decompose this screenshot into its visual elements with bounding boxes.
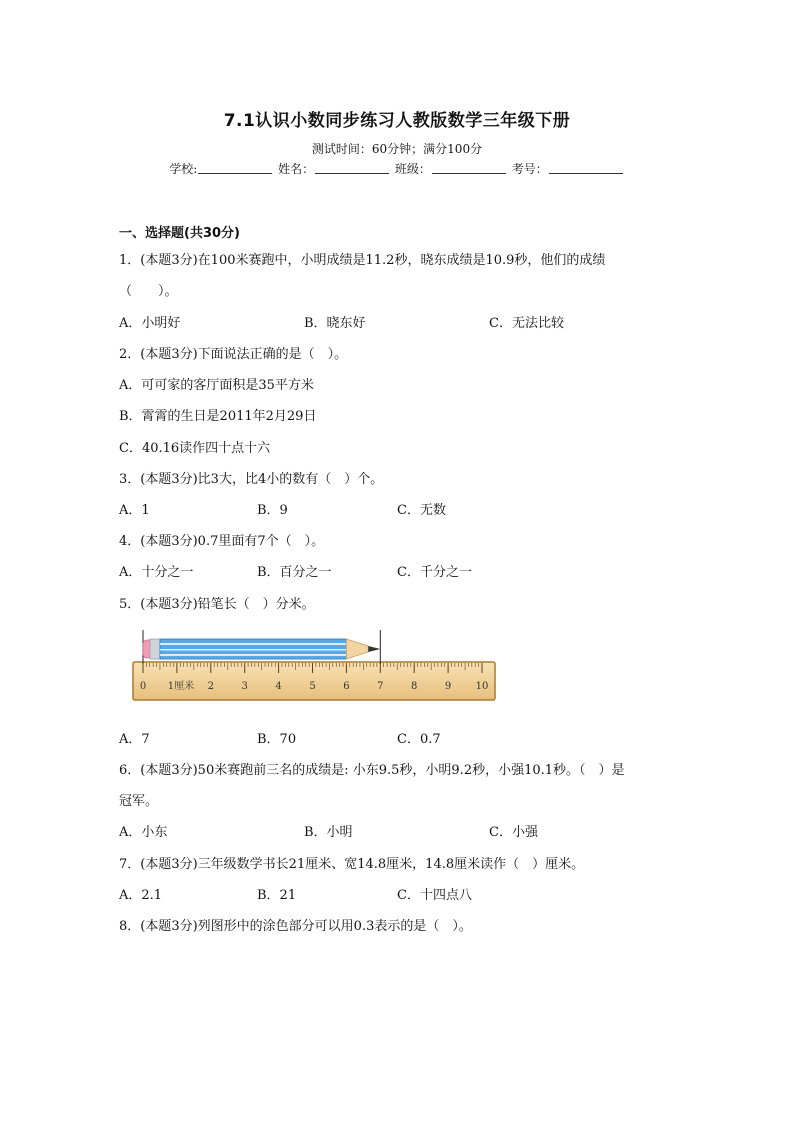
question-3-option-a[interactable]: A．1 [119, 503, 150, 518]
ruler-label: 2 [207, 681, 214, 692]
question-1-option-c[interactable]: C．无法比较 [489, 316, 564, 331]
question-7-stem: 7．(本题3分)三年级数学书长21厘米、宽14.8厘米，14.8厘米读作（ ）厘米。 [119, 857, 585, 872]
question-5-option-a[interactable]: A．7 [119, 732, 150, 747]
school-label: 学校: [169, 162, 198, 176]
question-7-option-b[interactable]: B．21 [257, 888, 297, 903]
question-6-stem: 6．(本题3分)50米赛跑前三名的成绩是: 小东9.5秒，小明9.2秒，小强10.1秒。（ ）是 [119, 763, 625, 778]
student-info-fields [0, 160, 794, 177]
pencil-lead [368, 646, 380, 652]
pencil-ruler-illustration [130, 630, 500, 706]
school-field[interactable] [198, 161, 272, 174]
pencil-ruler-figure [130, 630, 500, 710]
pencil-image [143, 639, 380, 659]
name-field[interactable] [315, 161, 389, 174]
question-1-stem: 1．(本题3分)在100米赛跑中，小明成绩是11.2秒，晓东成绩是10.9秒，他们的成绩 [119, 253, 606, 268]
question-4-option-a[interactable]: A．十分之一 [119, 565, 194, 580]
pencil-stripe [160, 649, 346, 651]
page-title: 7.1认识小数同步练习人教版数学三年级下册 [223, 111, 571, 131]
question-6-stem-cont: 冠军。 [119, 794, 159, 809]
ruler-label: 7 [377, 681, 384, 692]
question-1-option-a[interactable]: A．小明好 [119, 316, 181, 331]
question-2-option-a[interactable]: A．可可家的客厅面积是35平方米 [119, 378, 314, 393]
question-4-stem: 4．(本题3分)0.7里面有7个（ ）。 [119, 534, 325, 549]
test-info: 测试时间：60分钟；满分100分 [311, 142, 483, 156]
question-4-option-c[interactable]: C．千分之一 [397, 565, 472, 580]
exam-number-field[interactable] [549, 161, 623, 174]
section-heading: 一、选择题(共30分) [119, 226, 240, 241]
ruler-label: 0 [139, 681, 147, 692]
ruler-label: 4 [275, 681, 282, 692]
question-7-option-c[interactable]: C．十四点八 [397, 888, 472, 903]
question-2-option-c[interactable]: C．40.16读作四十点十六 [119, 441, 271, 456]
class-field[interactable] [432, 161, 506, 174]
ruler-label: 8 [411, 681, 418, 692]
ruler-label: 1厘米 [167, 681, 195, 692]
question-2-stem: 2．(本题3分)下面说法正确的是（ ）。 [119, 347, 348, 362]
ruler-label: 5 [309, 681, 316, 692]
question-3-option-b[interactable]: B．9 [257, 503, 288, 518]
question-2-option-b[interactable]: B．霄霄的生日是2011年2月29日 [119, 409, 317, 424]
question-5-option-b[interactable]: B．70 [257, 732, 297, 747]
name-label: 姓名： [278, 162, 315, 176]
question-6-option-b[interactable]: B．小明 [304, 825, 353, 840]
question-5-stem: 5．(本题3分)铅笔长（ ）分米。 [119, 597, 315, 612]
ruler-label: 6 [343, 681, 350, 692]
question-3-option-c[interactable]: C．无数 [397, 503, 446, 518]
pencil-stripe [160, 654, 346, 656]
ruler-label: 3 [241, 681, 248, 692]
question-1-option-b[interactable]: B．晓东好 [304, 316, 366, 331]
question-5-option-c[interactable]: C．0.7 [397, 732, 441, 747]
exam-number-label: 考号： [511, 162, 548, 176]
question-8-stem: 8．(本题3分)列图形中的涂色部分可以用0.3表示的是（ ）。 [119, 919, 472, 934]
question-6-option-a[interactable]: A．小东 [119, 825, 168, 840]
class-label: 班级： [394, 162, 431, 176]
ruler-label: 9 [444, 681, 452, 692]
question-7-option-a[interactable]: A．2.1 [119, 888, 163, 903]
question-3-stem: 3．(本题3分)比3大，比4小的数有（ ）个。 [119, 472, 384, 487]
question-1-stem-cont: （ ）。 [119, 284, 178, 299]
pencil-ferrule [150, 639, 160, 659]
question-4-option-b[interactable]: B．百分之一 [257, 565, 332, 580]
pencil-stripe [160, 643, 346, 645]
question-6-option-c[interactable]: C．小强 [489, 825, 538, 840]
pencil-wood-tip [346, 639, 368, 659]
ruler-label: 10 [475, 681, 489, 692]
